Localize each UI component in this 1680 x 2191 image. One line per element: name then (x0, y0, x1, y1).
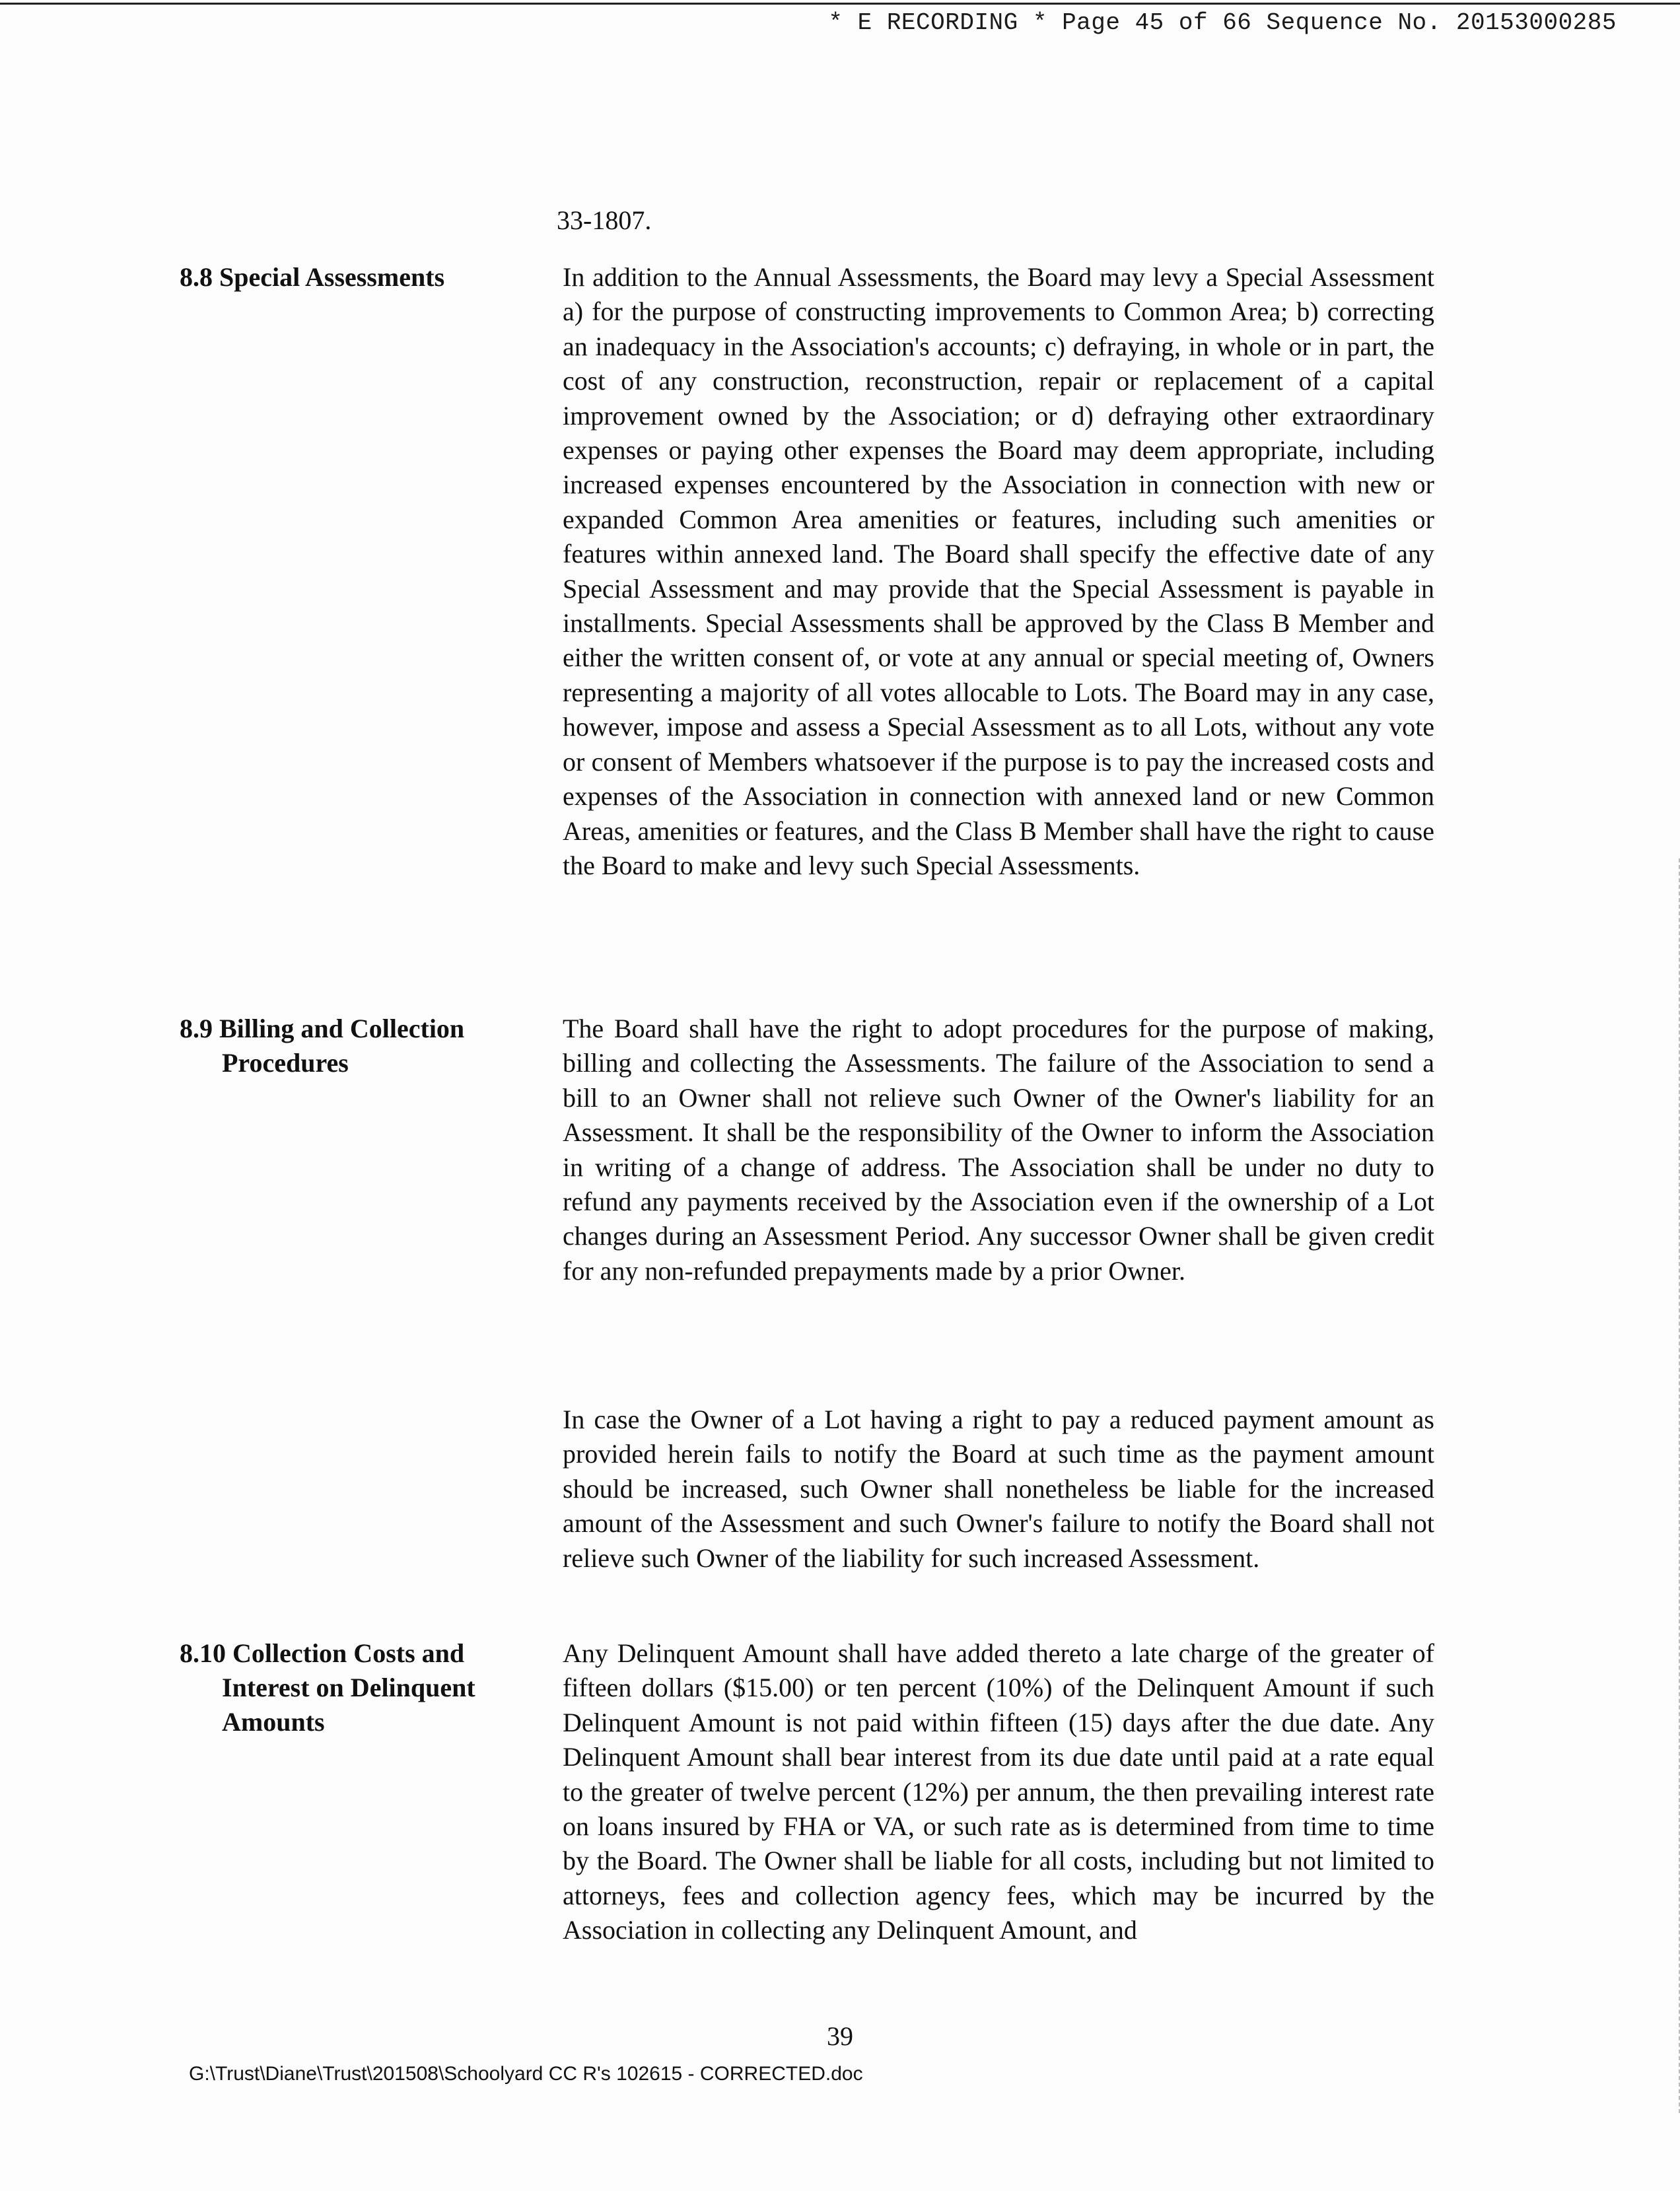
section-body: In case the Owner of a Lot having a right to pay a reduced payment amount as provided herein fails to notify the Board at such time as the payment amount should be increased, such Owner shall nonetheless be liable for the increased amount of the Assessment and such Owner's failure to notify the Board shall not relieve such Owner of the liability for such increased Assessment. (563, 1405, 1434, 1573)
section-heading (180, 1012, 523, 1080)
section-body: Any Delinquent Amount shall have added thereto a late charge of the greater of fifteen dollars ($15.00) or ten percent (10%) of the Delinquent Amount if such Delinquent Amount is not paid within fifteen (15) days after the due date. Any Delinquent Amount shall bear interest from its due date until paid at a rate equal to the greater of twelve percent (12%) per annum, the then prevailing interest rate on loans insured by FHA or VA, or such rate as is determined from time to time by the Board. The Owner shall be liable for all costs, including but not limited to attorneys, fees and collection agency fees, which may be incurred by the Association in collecting any Delinquent Amount, and (563, 1638, 1434, 1945)
section-heading (180, 260, 523, 295)
heading-line: Procedures (222, 1048, 349, 1078)
section-body: The Board shall have the right to adopt procedures for the purpose of making, billing and collecting the Assessments. The failure of the Association to send a bill to an Owner shall not relieve such Owner of the Owner's liability for an Assessment. It shall be the responsibility of the Owner to inform the Association in writing of a change of address. The Association shall be under no duty to refund any payments received by the Association even if the ownership of a Lot changes during an Assessment Period. Any successor Owner shall be given credit for any non-refunded prepayments made by a prior Owner. (563, 1014, 1434, 1286)
heading-line: 8.10 Collection Costs and (180, 1638, 465, 1668)
recording-header: * E RECORDING * Page 45 of 66 Sequence No. 20153000285 (828, 9, 1617, 36)
heading-line: 8.9 Billing and Collection (180, 1014, 465, 1043)
section-body: In addition to the Annual Assessments, the Board may levy a Special Assessment a) for the purpose of constructing improvements to Common Area; b) correcting an inadequacy in the Association's accounts; c) defraying, in whole or in part, the cost of any construction, reconstruction, repair or replacement of a capital improvement owned by the Association; or d) defraying other extraordinary expenses or paying other expenses the Board may deem appropriate, including increased expenses encountered by the Association in connection with new or expanded Common Area amenities or features, including such amenities or features within annexed land. The Board shall specify the effective date of any Special Assessment and may provide that the Special Assessment is payable in installments. Special Assessments shall be approved by the Class B Member and either the written consent of, or vote at any annual or special meeting of, Owners representing a majority of all votes allocable to Lots. The Board may in any case, however, impose and assess a Special Assessment as to all Lots, without any vote or consent of Members whatsoever if the purpose is to pay the increased costs and expenses of the Association in connection with annexed land or new Common Areas, amenities or features, and the Class B Member shall have the right to cause the Board to make and levy such Special Assessments. (563, 262, 1434, 880)
heading-line: Amounts (222, 1707, 325, 1737)
heading-line: Interest on Delinquent (222, 1673, 475, 1702)
continuation-text: 33-1807. (557, 205, 652, 235)
scan-edge-marks (1675, 858, 1680, 2113)
top-rule (0, 3, 1680, 5)
heading-line: 8.8 Special Assessments (180, 262, 445, 292)
page-number: 39 (827, 2021, 853, 2051)
footer-file-path: G:\Trust\Diane\Trust\201508\Schoolyard CC R's 102615 - CORRECTED.doc (189, 2063, 863, 2085)
section-heading (180, 1636, 523, 1739)
